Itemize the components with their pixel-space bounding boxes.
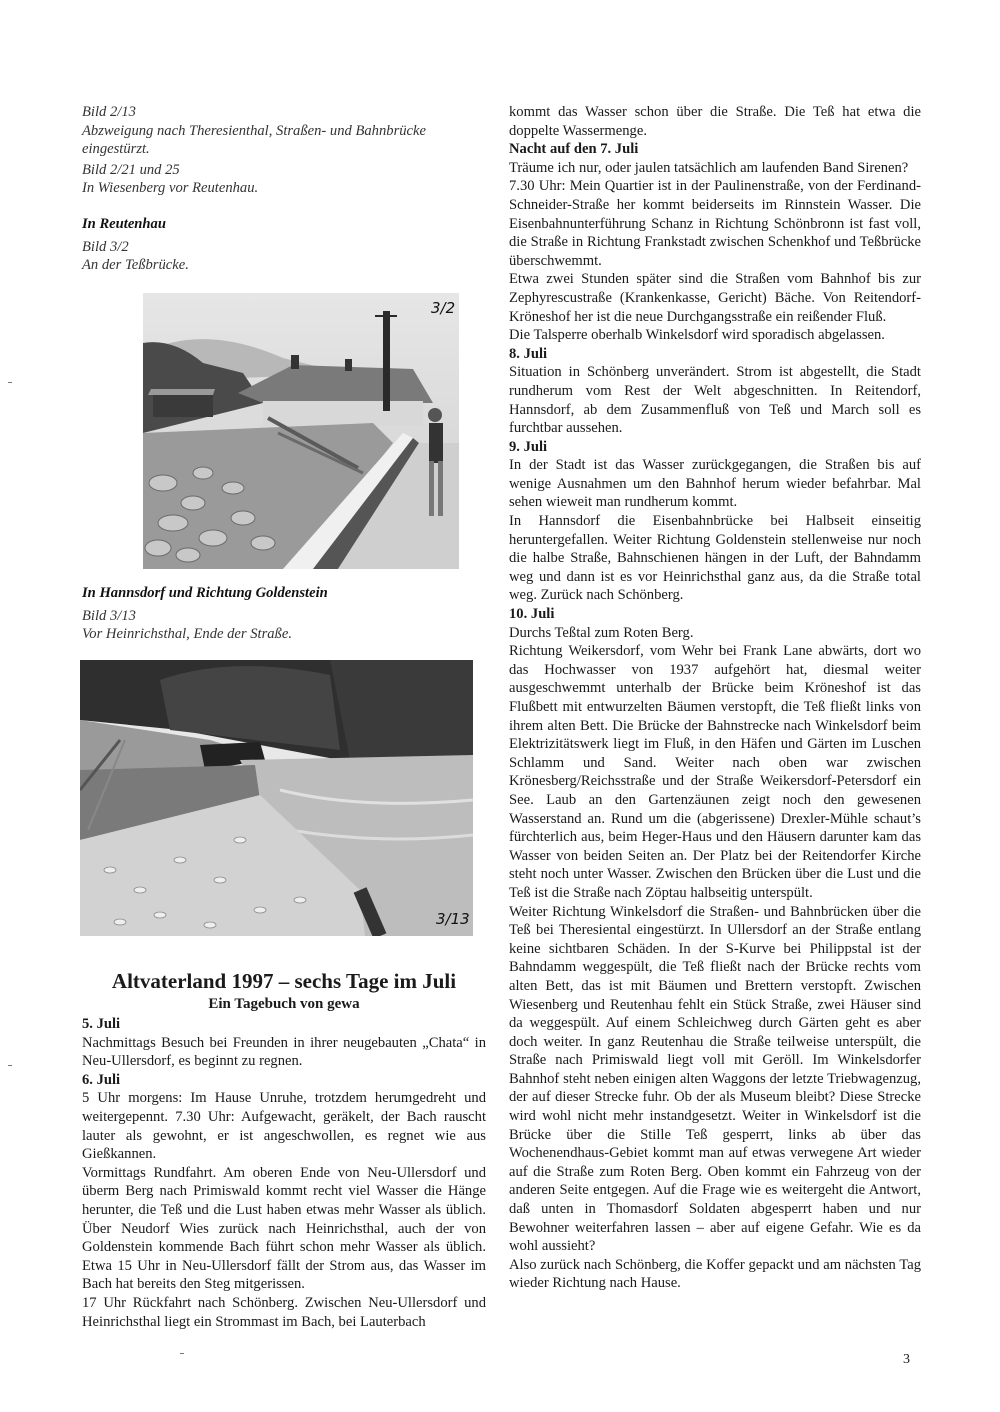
caption-text: In Wiesenberg vor Reutenhau. [82,180,259,197]
entry-paragraph: Vormittags Rundfahrt. Am oberen Ende von Neu-Ullersdorf und überm Berg nach Primiswald kommt recht viel Wasser die Hänge herunter, die Teß und die Lust haben etwas mehr Wasser als üblich. Über Neudorf Wies zurück nach Heinrichsthal, auch der von Goldenstein kommende Bach führt schon mehr Wasser als üblich. Etwa 15 Uhr in Neu-Ullersdorf fällt der Strom aus, das Wasser im Bach hat bereits den Steg mitgerissen. [82,1164,486,1293]
caption-bild-2-13 [82,103,486,159]
caption-ref: Bild 2/21 und 25 [82,161,180,178]
entry-date-6-juli: 6. Juli [82,1071,121,1088]
photo-image [80,660,473,936]
scan-speck [8,382,12,383]
caption-text: Abzweigung nach Theresienthal, Straßen- und Bahnbrücke eingestürzt. [82,122,426,158]
entry-paragraph: Weiter Richtung Winkelsdorf die Straßen- und Bahnbrücken über die Teß bei Theresiental eingestürzt. In Ullersdorf an der Straße entlang keine sichtbaren Schäden. In der S-Kurve bei Philippstal ist der Bahndamm weggespült, die Teß fließt nach der Brücke rechts vom alten Bett, das ist mit Bäumen und Brettern verstopft. Zwischen Wiesenberg und Reutenhau fehlt ein Stück Straße, zwei Häuser sind da weggespült. Auf einem Schleichweg durch Gärten geht es aber doch weiter. In ganz Reutenhau die Straße teilweise unterspült, die Straße nach Primiswald liegt voll mit Geröll. Im Winkelsdorfer Bahnhof steht neben einigen alten Waggons der letzte Triebwagenzug, der auf dieser Strecke fuhr. Ob der als Museum bleibt? Diese Strecke wird wohl nicht mehr instandgesetzt. Weiter in Winkelsdorf ist die Brücke über die Stille Teß gesperrt, links ab über das Wochenendhaus-Gebiet kommt man auf etwas verwegene Art wieder auf die Straße zum Roten Berg. Oben kommt ein Fahrzeug von der anderen Seite entgegen. Auf die Frage wie es weitergeht die Antwort, daß unten in Thomasdorf Soldaten abgesperrt haben und nur Bewohner weiterfahren lassen – aber auf eigene Gefahr. Wie es da wohl aussieht? [509,903,921,1255]
diary-right-column [509,103,921,1293]
entry-paragraph: In Hannsdorf die Eisenbahnbrücke bei Halbseit einseitig heruntergefallen. Weiter Richtung Goldenstein stellenweise nur noch die halbe Straße, Bahnschienen hängen in der Luft, der Bahndamm weg und dann ist es vor Heinrichsthal ganz aus, da die Straße total weg. Zurück nach Schönberg. [509,513,921,604]
scan-speck [8,1065,12,1066]
caption-ref: Bild 2/13 [82,104,136,120]
photo-river-heinrichsthal [80,660,473,936]
entry-paragraph: 7.30 Uhr: Mein Quartier ist in der Paulinenstraße, von der Ferdinand-Schneider-Straße her kommt beiderseits im Rinnstein Wasser. Die Eisenbahnunterführung Schanz in Richtung Schönbronn ist fast voll, die Straße in Richtung Frankstadt zwischen Schenkhof und Teßbrücke überschwemmt. [509,178,921,269]
photo-bridge-reutenhau [143,293,459,569]
caption-bild-3-2 [82,238,486,275]
entry-date-5-juli: 5. Juli [82,1016,121,1032]
left-captions [82,103,486,275]
entry-paragraph: 17 Uhr Rückfahrt nach Schönberg. Zwischen Neu-Ullersdorf und Heinrichsthal liegt ein Strommast im Bach, bei Lauterbach [82,1294,486,1330]
caption-bild-3-13 [82,607,486,644]
photo-number-label: 3/13 [436,910,470,928]
entry-paragraph: In der Stadt ist das Wasser zurückgegangen, die Straßen bis auf wenige Ausnahmen um den Bahnhof herum wieder befahrbar. Mal sehen wieweit man rundherum kommt. [509,457,921,511]
scan-speck [180,1353,184,1354]
entry-paragraph: Nachmittags Besuch bei Freunden in ihrer neugebauten „Chata“ in Neu-Ullersdorf, es beginnt zu regnen. [82,1034,486,1070]
entry-date-10-juli: 10. Juli [509,606,555,623]
entry-paragraph: Die Talsperre oberhalb Winkelsdorf wird sporadisch abgelassen. [509,327,885,344]
entry-paragraph: Träume ich nur, oder jaulen tatsächlich am laufenden Band Sirenen? [509,159,909,176]
page-number: 3 [903,1352,910,1367]
entry-paragraph: 5 Uhr morgens: Im Hause Unruhe, trotzdem herumgedreht und weitergepennt. 7.30 Uhr: Aufgewacht, geräkelt, der Bach rauscht lauter als gewohnt, er ist angeschwollen, es regnet wie aus Gießkannen. [82,1090,486,1163]
photo-image [143,293,459,569]
photo-number-label: 3/2 [431,299,456,317]
entry-date-8-juli: 8. Juli [509,345,548,362]
article-title: Altvaterland 1997 – sechs Tage im Juli [111,969,457,993]
left-captions-hannsdorf [82,584,486,644]
entry-paragraph: Also zurück nach Schönberg, die Koffer gepackt und am nächsten Tag wieder Richtung nach Hause. [509,1256,921,1292]
section-heading-reutenhau: In Reutenhau [82,215,166,232]
entry-continuation: kommt das Wasser schon über die Straße. Die Teß hat etwa die doppelte Wassermenge. [509,104,921,139]
entry-date-nacht-7-juli: Nacht auf den 7. Juli [509,141,639,158]
article-subtitle: Ein Tagebuch von gewa [208,996,360,1012]
caption-ref: Bild 3/2 [82,238,129,255]
entry-paragraph: Richtung Weikersdorf, vom Wehr bei Frank Lane abwärts, dort wo das Hochwasser von 1937 aufgehört hat, diesmal weiter ausgeschwemmt unterhalb der Brücke beim Kröneshof ist das Flußbett mit entwurzelten Bäumen verstopft, die Teß fließt links von ihrem alten Bett. Die Brücke der Bahnstrecke nach Winkelsdorf beim Elektrizitätswerk liegt im Fluß, in den Häfen und Gärten im Luschen Schlamm und Sand. Weiter nach oben war zwischen Krönesberg/Reichsstraße und der Straße Weikersdorf-Petersdorf ein See. Laub an den Gartenzäunen zeigt noch den gewesenen Wasserstand an. Rund um die (abgerissene) Drexler-Mühle schaut’s fürchterlich aus, beim Heger-Haus und den Häusern darunter kam das Wasser von beiden Seiten an. Der Platz bei der Reitendorfer Kirche steht noch unter Wasser. Zwischen den Brücken über die Lust und die Teß ist die Straße nach Zöptau halbseitig unterspült. [509,643,921,901]
caption-text: Vor Heinrichsthal, Ende der Straße. [82,626,292,643]
entry-paragraph: Situation in Schönberg unverändert. Strom ist abgestellt, die Stadt rundherum vom Rest der Welt abgeschnitten. In Reitendorf, Hannsdorf, ab dem Zusammenfluß von Teß und March soll es furchtbar aussehen. [509,364,921,437]
caption-text: An der Teßbrücke. [82,257,189,274]
entry-paragraph: Durchs Teßtal zum Roten Berg. [509,624,694,641]
entry-paragraph: Etwa zwei Stunden später sind die Straßen vom Bahnhof bis zur Zephyrescustraße (Krankenkasse, Gericht) Bäche. Von Reitendorf-Kröneshof her ist die neue Durchgangsstraße ein reißender Fluß. [509,271,921,325]
entry-date-9-juli: 9. Juli [509,438,548,455]
section-heading-hannsdorf: In Hannsdorf und Richtung Goldenstein [82,585,328,601]
caption-ref: Bild 3/13 [82,607,136,624]
caption-bild-2-21 [82,161,486,198]
diary-left-column [82,1015,486,1331]
